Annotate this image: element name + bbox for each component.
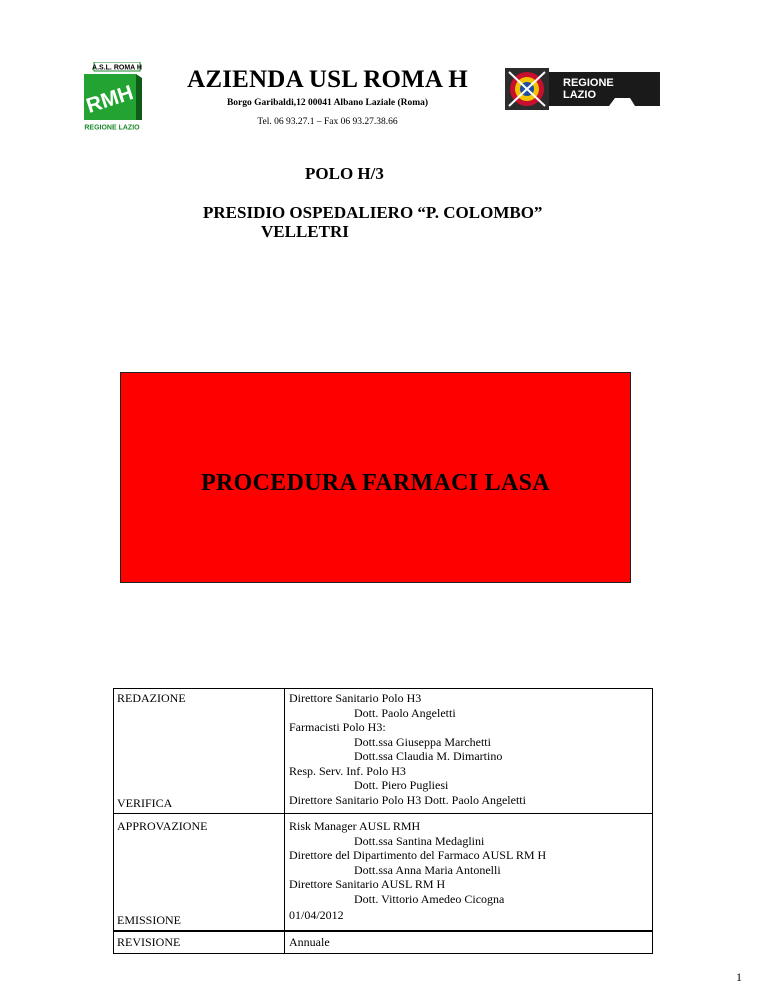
label-revisione: REVISIONE bbox=[117, 935, 181, 949]
redazione-line: Dott. Piero Pugliesi bbox=[354, 778, 449, 792]
logo-left-mid-text: RMH bbox=[83, 81, 137, 118]
table-label-cell bbox=[114, 689, 285, 813]
approvazione-line: Dott. Vittorio Amedeo Cicogna bbox=[354, 891, 505, 906]
approvazione-line: Dott.ssa Anna Maria Antonelli bbox=[354, 862, 501, 877]
polo-heading: POLO H/3 bbox=[305, 164, 384, 183]
table-row-revisione bbox=[114, 932, 652, 953]
emissione-date: 01/04/2012 bbox=[289, 908, 344, 922]
table-label-cell bbox=[114, 814, 285, 930]
asl-roma-h-logo bbox=[80, 62, 144, 132]
approvazione-line: Direttore del Dipartimento del Farmaco AUSL RM H bbox=[289, 848, 547, 862]
document-title: PROCEDURA FARMACI LASA bbox=[201, 470, 550, 496]
approval-table bbox=[113, 688, 653, 954]
revisione-value: Annuale bbox=[289, 935, 330, 949]
table-row-redazione bbox=[114, 689, 652, 814]
redazione-line: Farmacisti Polo H3: bbox=[289, 720, 386, 734]
logo-right-text-1: REGIONE bbox=[563, 77, 614, 89]
label-redazione: REDAZIONE bbox=[117, 691, 186, 705]
logo-left-bottom-text: REGIONE LAZIO bbox=[84, 124, 140, 132]
redazione-line: Dott.ssa Giuseppa Marchetti bbox=[354, 734, 491, 749]
presidio-heading: PRESIDIO OSPEDALIERO “P. COLOMBO” bbox=[203, 203, 543, 222]
approvazione-line: Direttore Sanitario AUSL RM H bbox=[289, 877, 446, 891]
city-heading: VELLETRI bbox=[261, 222, 349, 241]
table-value-cell bbox=[285, 689, 652, 813]
approvazione-line: Risk Manager AUSL RMH bbox=[289, 819, 421, 833]
label-emissione: EMISSIONE bbox=[117, 912, 182, 927]
redazione-line: Resp. Serv. Inf. Polo H3 bbox=[289, 763, 406, 778]
table-label-cell bbox=[114, 932, 285, 953]
logo-right-text-2: LAZIO bbox=[563, 89, 596, 101]
regione-lazio-logo bbox=[505, 68, 660, 110]
redazione-line: Direttore Sanitario Polo H3 bbox=[289, 691, 422, 705]
verifica-line: Direttore Sanitario Polo H3 Dott. Paolo Angeletti bbox=[289, 792, 526, 807]
organization-address: Borgo Garibaldi,12 00041 Albano Laziale (Roma) bbox=[226, 98, 429, 108]
approvazione-line: Dott.ssa Santina Medaglini bbox=[354, 833, 485, 848]
table-value-cell bbox=[285, 814, 652, 930]
organization-title: AZIENDA USL ROMA H bbox=[187, 66, 468, 93]
label-verifica: VERIFICA bbox=[117, 795, 173, 810]
label-approvazione: APPROVAZIONE bbox=[117, 819, 208, 833]
organization-phone-fax: Tel. 06 93.27.1 – Fax 06 93.27.38.66 bbox=[257, 117, 398, 127]
redazione-line: Dott. Paolo Angeletti bbox=[354, 705, 456, 720]
redazione-line: Dott.ssa Claudia M. Dimartino bbox=[354, 749, 503, 763]
logo-left-top-text: A.S.L. ROMA H bbox=[92, 64, 142, 72]
table-row-approvazione bbox=[114, 814, 652, 932]
page-number: 1 bbox=[736, 970, 742, 984]
